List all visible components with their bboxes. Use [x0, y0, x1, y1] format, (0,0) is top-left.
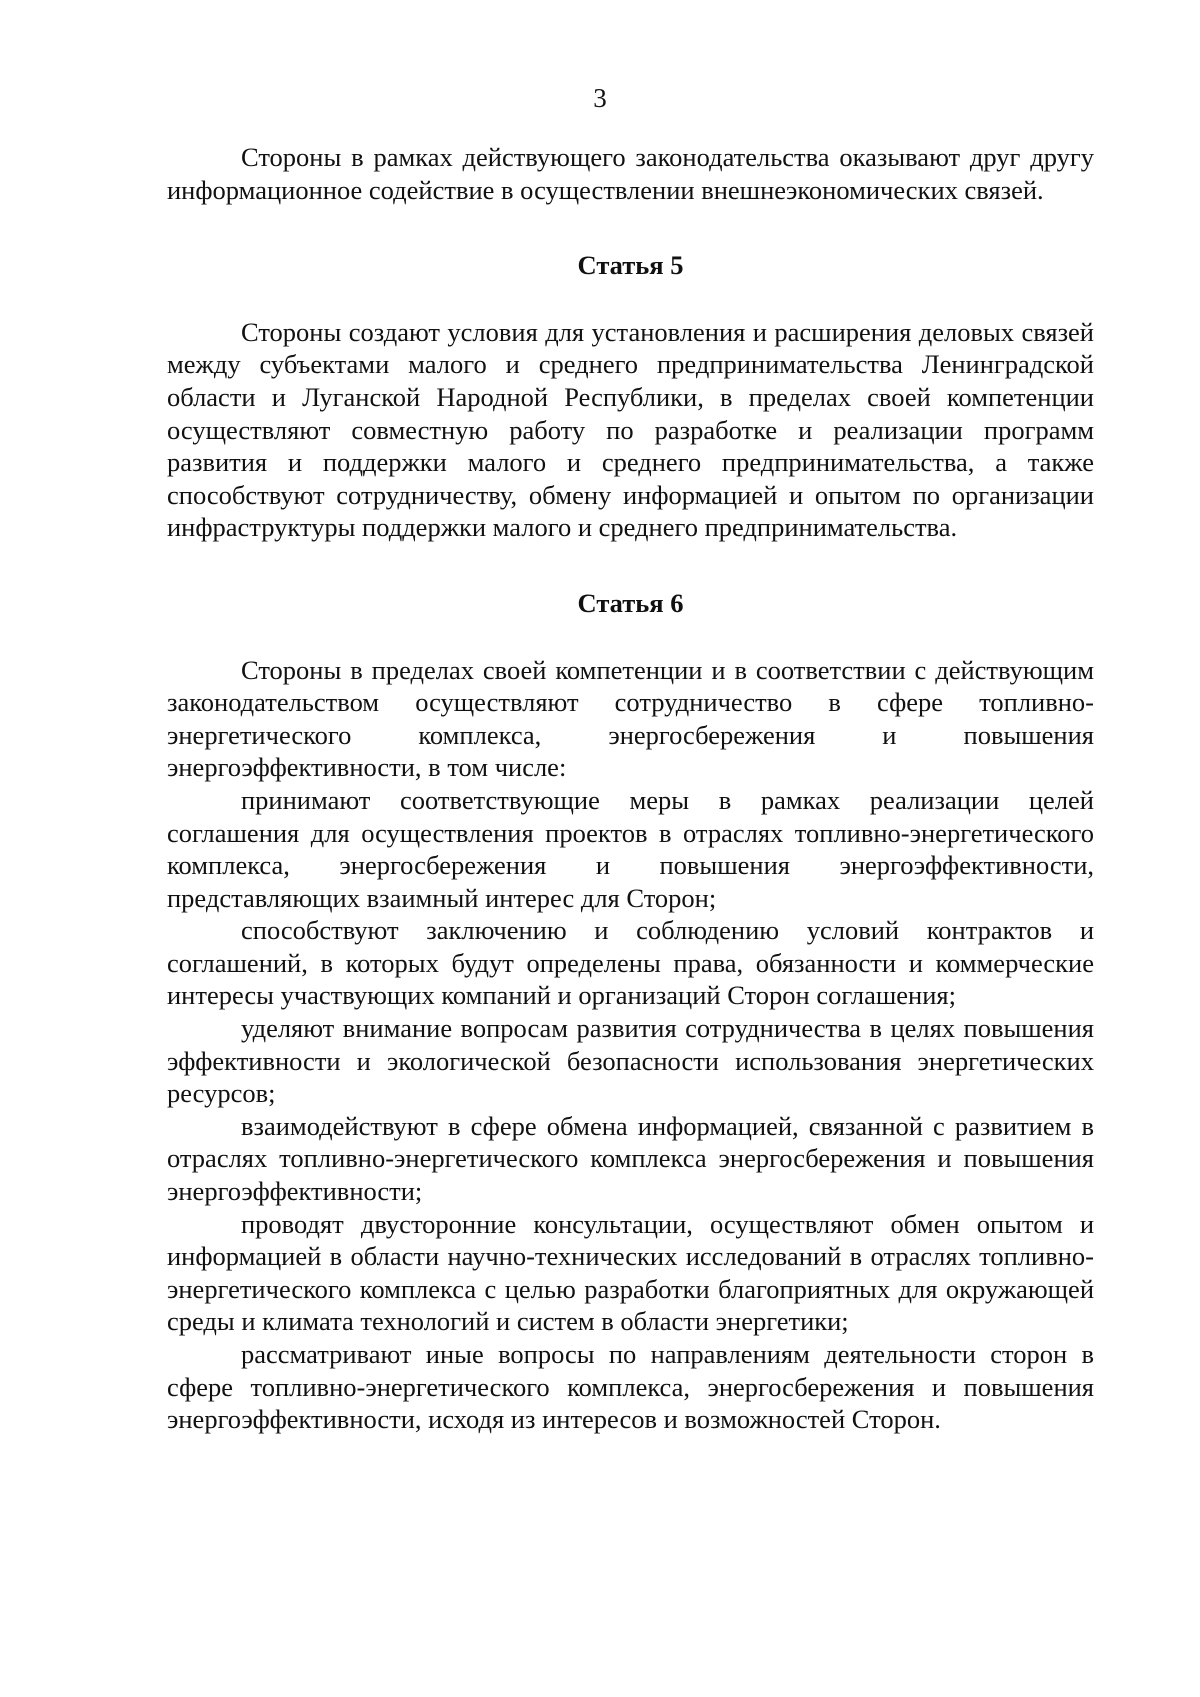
- document-body: [167, 141, 1094, 1436]
- intro-paragraph: Стороны в рамках действующего законодательства оказывают друг другу информационное содействие в осуществлении внешнеэкономических связей.: [167, 142, 1094, 205]
- article-5-paragraph: Стороны создают условия для установления и расширения деловых связей между субъектами малого и среднего предпринимательства Ленинградской области и Луганской Народной Республики, в пределах своей компетенции осуществляют совместную работу по разработке и реализации программ развития и поддержки малого и среднего предпринимательства, а также способствуют сотрудничеству, обмену информацией и опытом по организации инфраструктуры поддержки малого и среднего предпринимательства.: [167, 316, 1094, 543]
- article-6-paragraph: рассматривают иные вопросы по направлениям деятельности сторон в сфере топливно-энергетического комплекса, энергосбережения и повышения энергоэффективности, исходя из интересов и возможностей Сторон.: [167, 1339, 1094, 1435]
- article-6-paragraph: взаимодействуют в сфере обмена информацией, связанной с развитием в отраслях топливно-энергетического комплекса энергосбережения и повышения энергоэффективности;: [167, 1110, 1094, 1207]
- article-6-paragraph: уделяют внимание вопросам развития сотрудничества в целях повышения эффективности и экологической безопасности использования энергетических ресурсов;: [167, 1013, 1094, 1109]
- article-6-paragraph: способствуют заключению и соблюдению условий контрактов и соглашений, в которых будут определены права, обязанности и коммерческие интересы участвующих компаний и организаций Сторон соглашения;: [167, 915, 1094, 1011]
- article-6-paragraph: Стороны в пределах своей компетенции и в соответствии с действующим законодательством осуществляют сотрудничество в сфере топливно-энергетического комплекса, энергосбережения и повышения энергоэффективности, в том числе:: [167, 654, 1094, 783]
- article-6-paragraph: принимают соответствующие меры в рамках реализации целей соглашения для осуществления проектов в отраслях топливно-энергетического комплекса, энергосбережения и повышения энергоэффективности, представляющих взаимный интерес для Сторон;: [167, 784, 1094, 913]
- article-6-heading: Статья 6: [577, 587, 684, 618]
- page-number: 3: [593, 83, 607, 113]
- article-6-paragraph: проводят двусторонние консультации, осуществляют обмен опытом и информацией в области научно-технических исследований в отраслях топливно-энергетического комплекса с целью разработки благоприятных для окружающей среды и климата технологий и систем в области энергетики;: [167, 1208, 1094, 1337]
- article-5-heading: Статья 5: [577, 250, 684, 281]
